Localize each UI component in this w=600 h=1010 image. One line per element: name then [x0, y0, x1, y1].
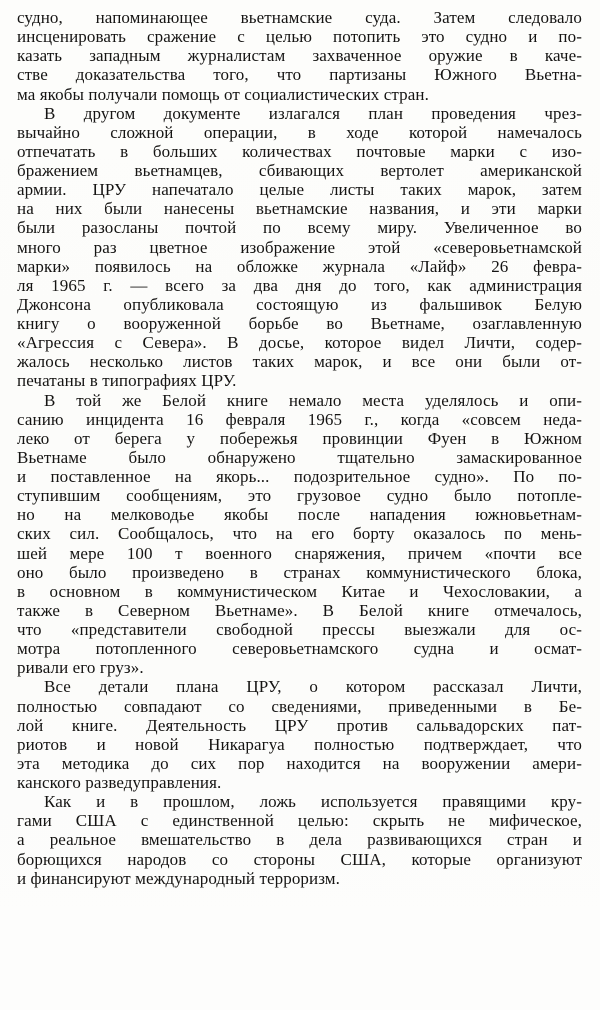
text-line: Вьетнаме было обнаружено тщательно замаскированное [17, 447, 582, 467]
text-line: мотра потопленного северовьетнамского судна и осмат- [17, 639, 582, 659]
text-line: что «представители свободной прессы выезжали для ос- [17, 620, 582, 639]
text-line: шей мере 100 т военного снаряжения, причем «почти все [17, 543, 582, 563]
text-line: Как и в прошлом, ложь используется правящими кру- [44, 792, 582, 812]
text-line: полностью совпадают со сведениями, приведенными в Бе- [17, 696, 582, 716]
text-line: леко от берега у побережья провинции Фуен в Южном [17, 428, 582, 448]
text-line: Все детали плана ЦРУ, о котором рассказал Личти, [44, 677, 582, 697]
text-line: на них были нанесены вьетнамские названия, и эти марки [17, 199, 582, 219]
text-line: судно, напоминающее вьетнамские суда. Затем следовало [17, 8, 582, 27]
text-line: казать западным журналистам захваченное оружие в каче- [17, 46, 582, 66]
text-line: также в Северном Вьетнаме». В Белой книге отмечалось, [17, 600, 582, 620]
text-line: печатаны в типографиях ЦРУ. [17, 371, 237, 391]
text-line: были разосланы почтой по всему миру. Увеличенное во [17, 218, 582, 238]
text-line: много раз цветное изображение этой «северовьетнамской [17, 237, 582, 257]
text-line: борющихся народов со стороны США, которые организуют [17, 849, 582, 869]
text-line: армии. ЦРУ напечатало целые листы таких марок, затем [17, 180, 582, 200]
text-line: В другом документе излагался план проведения чрез- [44, 103, 582, 123]
text-line: но на мелководье якобы после нападения южновьетнам- [17, 505, 582, 525]
text-line: ривали его груз». [17, 658, 144, 678]
text-line: стве доказательства того, что партизаны Южного Вьетна- [17, 65, 582, 85]
text-line: жалось несколько листов таких марок, и все они были от- [17, 352, 582, 372]
text-line: В той же Белой книге немало места уделялось и опи- [44, 390, 582, 410]
text-line: риотов и новой Никарагуа полностью подтверждает, что [17, 734, 582, 754]
text-line: ма якобы получали помощь от социалистических стран. [17, 84, 429, 104]
text-line: и поставленное на якорь... подозрительное судно». По по- [17, 467, 582, 486]
text-line: Джонсона опубликовала состоящую из фальшивок Белую [17, 294, 582, 314]
text-line: оно было произведено в странах коммунистического блока, [17, 562, 582, 582]
text-line: лой книге. Деятельность ЦРУ против сальвадорских пат- [17, 715, 582, 735]
text-line: «Агрессия с Севера». В досье, которое видел Личти, содер- [17, 333, 582, 353]
text-line: ских сил. Сообщалось, что на его борту оказалось по мень- [17, 524, 582, 544]
text-line: марки» появилось на обложке журнала «Лайф» 26 февра- [17, 256, 582, 276]
text-line: отпечатать в больших количествах почтовые марки с изо- [17, 141, 582, 161]
text-line: книгу о вооруженной борьбе во Вьетнаме, озаглавленную [17, 314, 582, 333]
text-line: вычайно сложной операции, в ходе которой намечалось [17, 122, 582, 142]
text-line: бражением вьетнамцев, сбивающих вертолет американской [17, 161, 582, 180]
text-line: в основном в коммунистическом Китае и Чехословакии, а [17, 581, 582, 601]
text-line: инсценировать сражение с целью потопить это судно и по- [17, 27, 582, 47]
text-line: а реальное вмешательство в дела развивающихся стран и [17, 830, 582, 850]
text-line: эта методика до сих пор находится на вооружении амери- [17, 753, 582, 773]
text-line: санию инцидента 16 февраля 1965 г., когда «совсем неда- [17, 409, 582, 429]
text-line: ля 1965 г. — всего за два дня до того, как администрация [17, 275, 582, 295]
text-line: ступившим сообщениям, это грузовое судно было потопле- [17, 486, 582, 506]
text-line: гами США с единственной целью: скрыть не мифическое, [17, 811, 582, 831]
text-line: канского разведуправления. [17, 773, 222, 792]
text-line: и финансируют международный терроризм. [17, 868, 340, 888]
